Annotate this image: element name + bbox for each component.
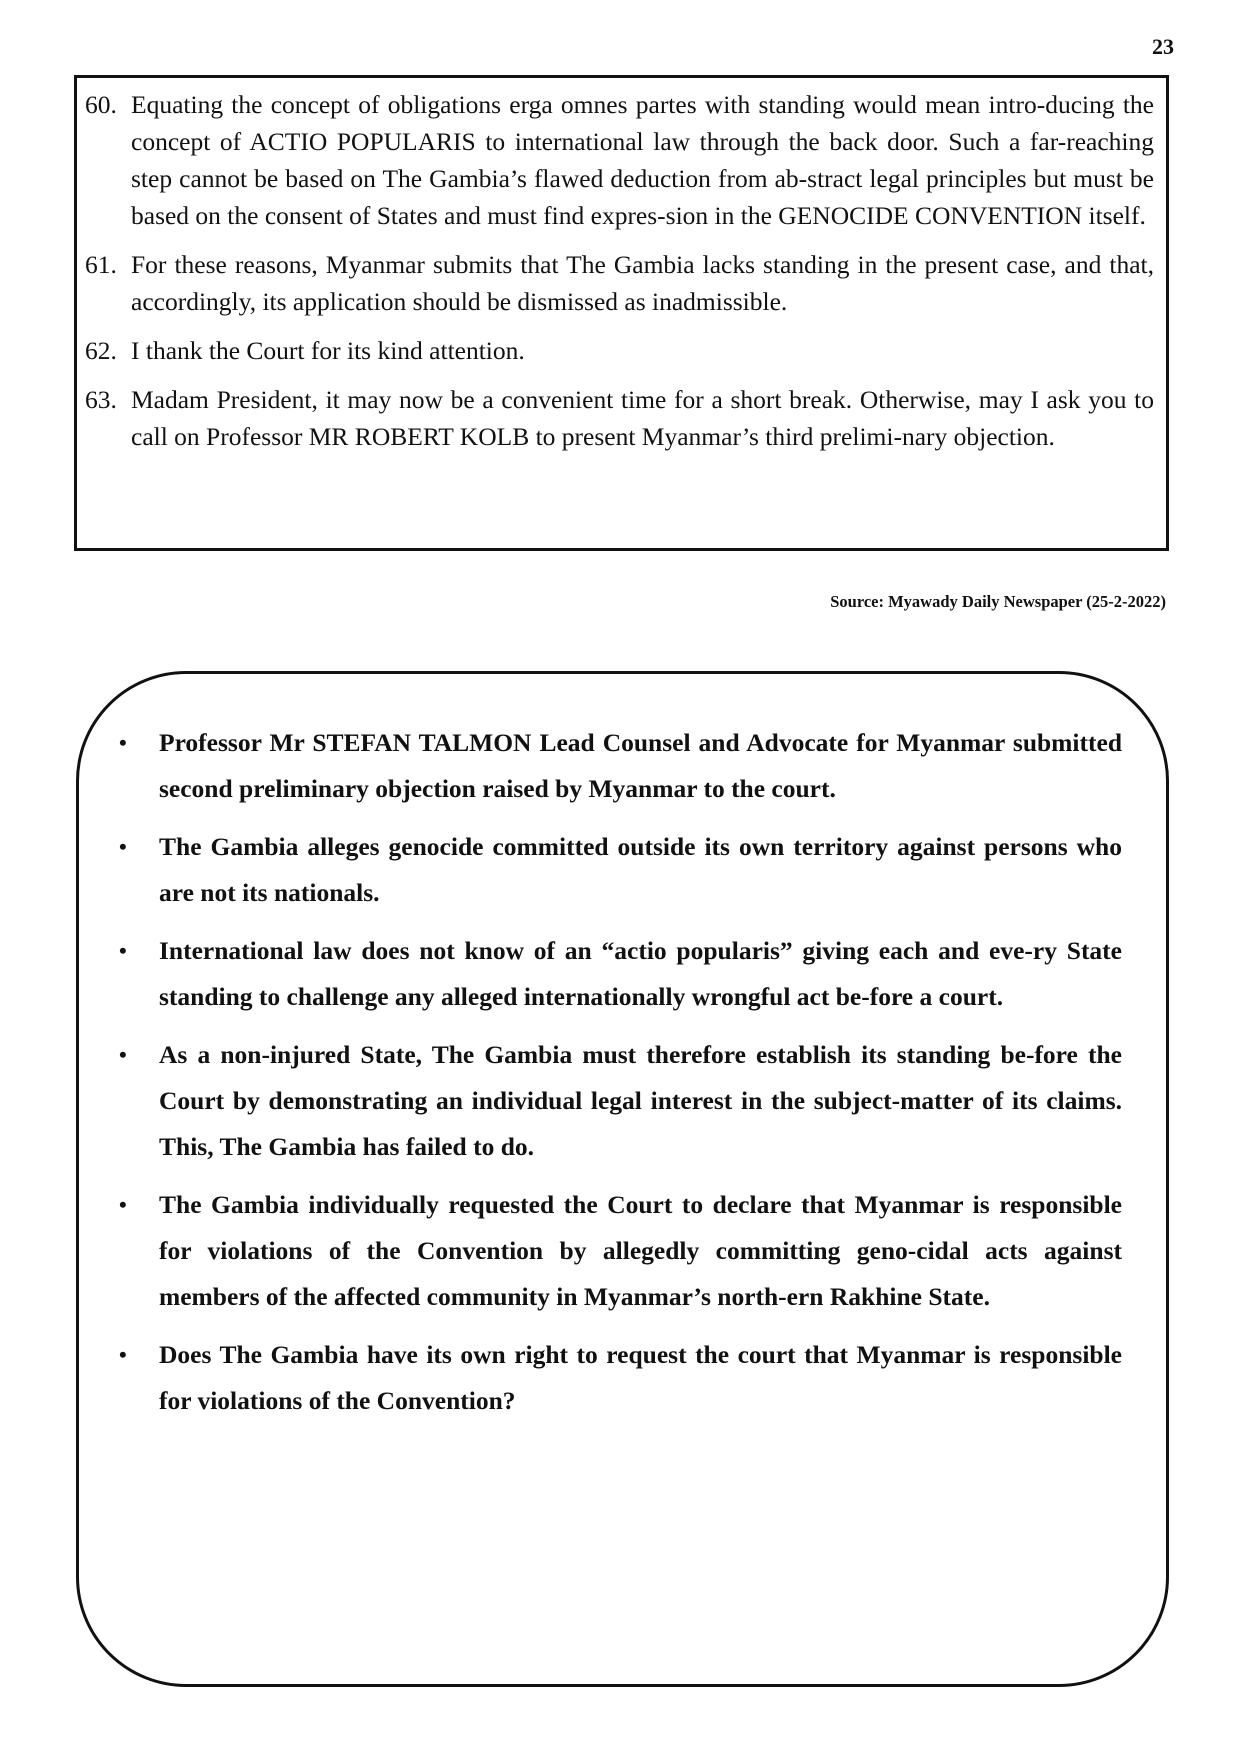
bullet-icon: • bbox=[119, 834, 127, 859]
paragraph-number: 62. bbox=[85, 336, 117, 365]
paragraph-number: 60. bbox=[85, 90, 117, 119]
paragraph-61 bbox=[85, 246, 1154, 320]
bullet-icon: • bbox=[119, 1342, 127, 1367]
bullet-icon: • bbox=[119, 730, 127, 755]
source-citation: Source: Myawady Daily Newspaper (25-2-2022) bbox=[830, 592, 1166, 611]
summary-box bbox=[76, 671, 1169, 1687]
paragraph-text: For these reasons, Myanmar submits that The Gambia lacks standing in the present case, and that, accordingly, its application should be dismissed as inadmissible. bbox=[131, 250, 1154, 316]
summary-bullet bbox=[119, 1332, 1122, 1424]
transcript-paragraphs-box bbox=[74, 75, 1169, 551]
paragraph-number: 61. bbox=[85, 250, 117, 279]
paragraph-text: Equating the concept of obligations erga omnes partes with standing would mean intro-ducing the concept of ACTIO POPULARIS to international law through the back door. Such a far-reaching step cannot be based on The Gambia’s flawed deduction from ab-stract legal principles but must be based on the consent of States and must find expres-sion in the GENOCIDE CONVENTION itself. bbox=[131, 90, 1154, 230]
paragraph-text: I thank the Court for its kind attention. bbox=[131, 336, 525, 365]
paragraph-number: 63. bbox=[85, 385, 117, 414]
bullet-icon: • bbox=[119, 1042, 127, 1067]
paragraph-60 bbox=[85, 86, 1154, 234]
bullet-icon: • bbox=[119, 938, 127, 963]
bullet-text: Does The Gambia have its own right to request the court that Myanmar is responsible for violations of the Convention? bbox=[159, 1340, 1122, 1415]
bullet-text: The Gambia individually requested the Court to declare that Myanmar is responsible for violations of the Convention by allegedly committing geno-cidal acts against members of the affected community in Myanmar’s north-ern Rakhine State. bbox=[159, 1190, 1122, 1311]
bullet-text: International law does not know of an “actio popularis” giving each and eve-ry State standing to challenge any alleged internationally wrongful act be-fore a court. bbox=[159, 936, 1122, 1011]
bullet-text: As a non-injured State, The Gambia must therefore establish its standing be-fore the Court by demonstrating an individual legal interest in the subject-matter of its claims. This, The Gambia has failed to do. bbox=[159, 1040, 1122, 1161]
page-number: 23 bbox=[1152, 34, 1174, 59]
summary-bullet bbox=[119, 720, 1122, 812]
paragraph-text: Madam President, it may now be a convenient time for a short break. Otherwise, may I ask you to call on Professor MR ROBERT KOLB to present Myanmar’s third prelimi-nary objection. bbox=[131, 385, 1154, 451]
paragraph-62 bbox=[85, 332, 1154, 369]
paragraph-63 bbox=[85, 381, 1154, 455]
summary-bullet bbox=[119, 1182, 1122, 1320]
bullet-text: The Gambia alleges genocide committed outside its own territory against persons who are not its nationals. bbox=[159, 832, 1122, 907]
summary-bullet bbox=[119, 1032, 1122, 1170]
bullet-text: Professor Mr STEFAN TALMON Lead Counsel and Advocate for Myanmar submitted second preliminary objection raised by Myanmar to the court. bbox=[159, 728, 1122, 803]
bullet-icon: • bbox=[119, 1192, 127, 1217]
summary-bullet bbox=[119, 928, 1122, 1020]
summary-bullet bbox=[119, 824, 1122, 916]
